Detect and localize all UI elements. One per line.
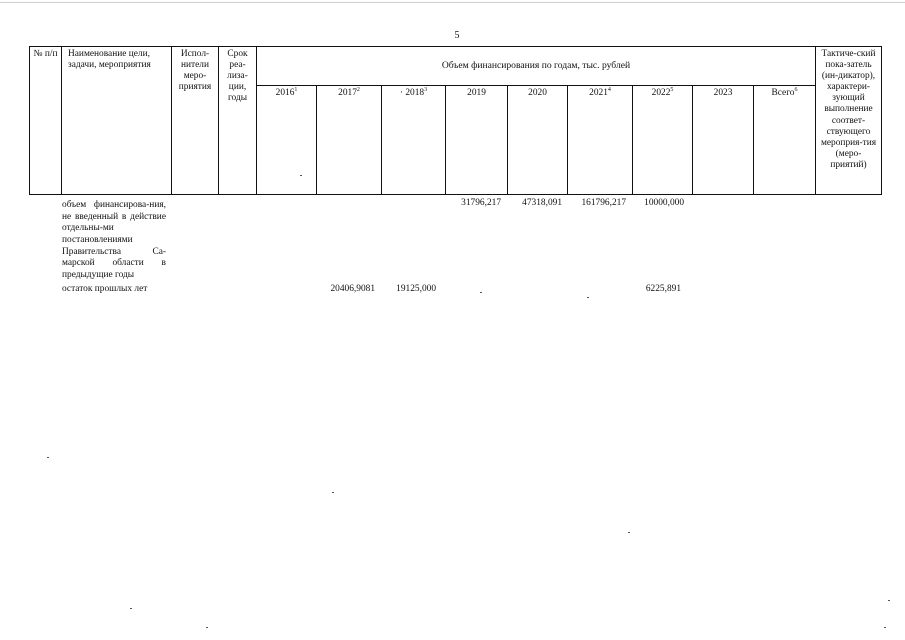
- scan-speck: [480, 292, 482, 293]
- header-name: Наименование цели, задачи, мероприятия: [62, 47, 172, 195]
- scan-speck: [130, 608, 132, 609]
- value-2022-unallocated: 10000,000: [644, 198, 684, 208]
- scan-top-edge: [0, 2, 905, 3]
- value-2021-unallocated: 161796,217: [581, 198, 626, 208]
- header-number: № п/п: [30, 47, 62, 195]
- header-year-2023: 2023: [693, 86, 754, 195]
- header-total: Всего$^6$: [754, 86, 816, 195]
- scan-speck: [884, 627, 886, 628]
- value-2022-carryover: 6225,891: [645, 284, 681, 294]
- header-executors: Испол-нители меро-приятия: [172, 47, 219, 195]
- page-number: 5: [454, 30, 460, 41]
- header-period: Срок реа-лиза-ции, годы: [219, 47, 257, 195]
- header-indicator: Тактиче-ский пока-затель (ин-дикатор), характери-зующий выполнение соответ-ствующего мероприя-тия (меро-приятий): [816, 47, 882, 195]
- header-year-2022: 2022$^5$: [633, 86, 693, 195]
- financing-table: [29, 46, 882, 195]
- scan-speck: [47, 457, 49, 458]
- value-2017-carryover: 20406,9081: [330, 284, 375, 294]
- value-2019-unallocated: 31796,217: [461, 198, 501, 208]
- scan-speck: [332, 492, 334, 493]
- scan-speck: [888, 600, 890, 601]
- value-2020-unallocated: 47318,091: [522, 198, 562, 208]
- row-name-carryover: остаток прошлых лет: [62, 284, 148, 294]
- header-year-2019: 2019: [446, 86, 508, 195]
- scan-speck: [206, 627, 208, 628]
- header-year-2018: · $2018^3$: [382, 86, 446, 195]
- scan-speck: [628, 532, 630, 533]
- header-financing: Объем финансирования по годам, тыс. рублей: [257, 47, 816, 86]
- scan-speck: [587, 297, 589, 298]
- row-name-unallocated: объем финансирова-ния, не введенный в действие отдельны-ми постановлениями Правительства Са-марской области в предыдущие годы: [62, 200, 166, 280]
- scan-speck: [300, 175, 302, 176]
- header-row-1: [30, 47, 882, 86]
- header-year-2021: 2021$^4$: [568, 86, 633, 195]
- value-2018-carryover: 19125,000: [396, 284, 436, 294]
- header-year-2017: 2017$^2$: [317, 86, 382, 195]
- header-year-2020: 2020: [508, 86, 568, 195]
- header-year-2016: 2016$^1$: [257, 86, 317, 195]
